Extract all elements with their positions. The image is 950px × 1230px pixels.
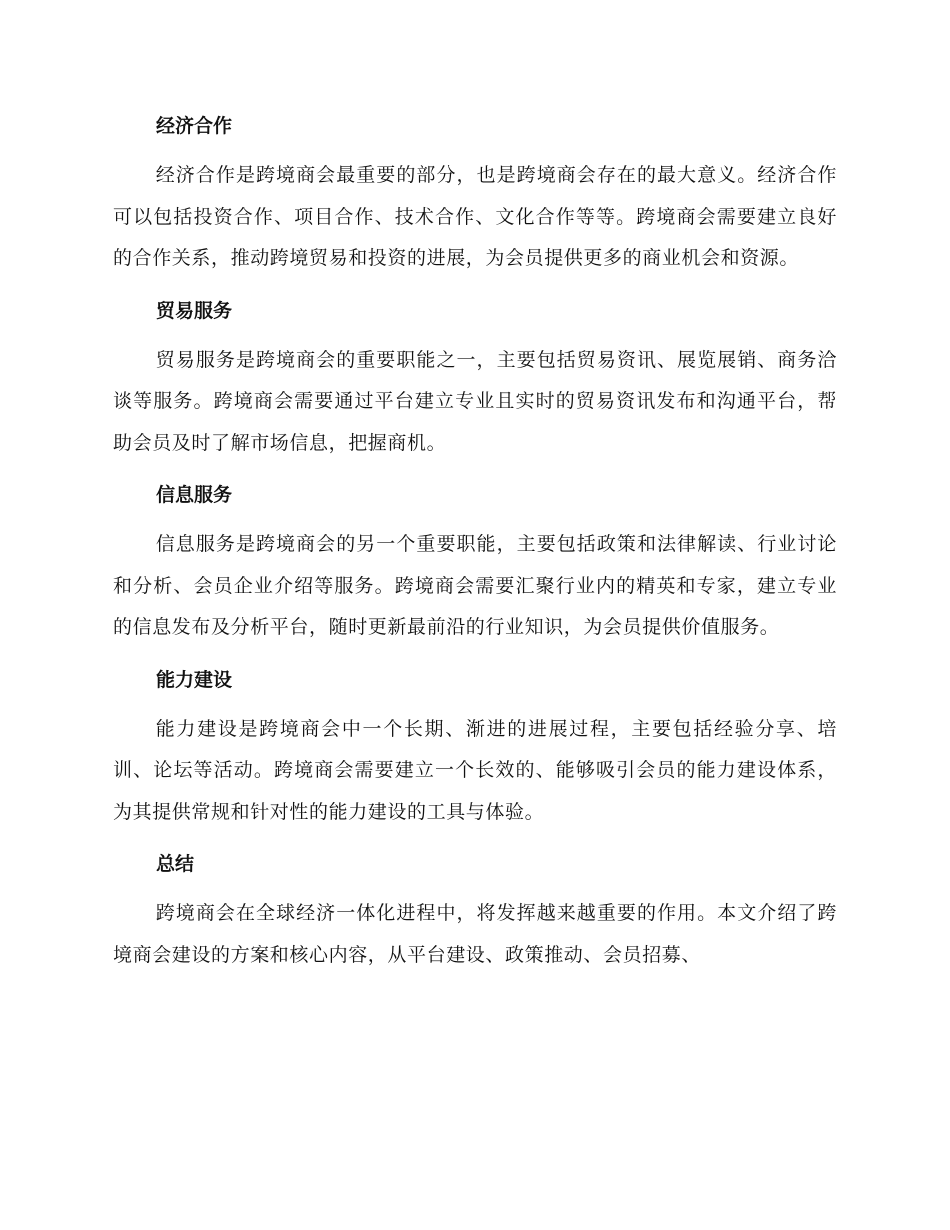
section-body-summary: 跨境商会在全球经济一体化进程中，将发挥越来越重要的作用。本文介绍了跨境商会建设的方案和核心内容，从平台建设、政策推动、会员招募、 [113,902,837,966]
section-body-economic-cooperation: 经济合作是跨境商会最重要的部分，也是跨境商会存在的最大意义。经济合作可以包括投资合作、项目合作、技术合作、文化合作等等。跨境商会需要建立良好的合作关系，推动跨境贸易和投资的进展，为会员提供更多的商业机会和资源。 [113,164,837,269]
section-heading-capacity-building: 能力建设 [156,668,233,691]
section-body-capacity-building: 能力建设是跨境商会中一个长期、渐进的进展过程，主要包括经验分享、培训、论坛等活动。跨境商会需要建立一个长效的、能够吸引会员的能力建设体系，为其提供常规和针对性的能力建设的工具与体验。 [113,717,837,823]
section-body-trade-services: 贸易服务是跨境商会的重要职能之一，主要包括贸易资讯、展览展销、商务洽谈等服务。跨境商会需要通过平台建立专业且实时的贸易资讯发布和沟通平台，帮助会员及时了解市场信息，把握商机。 [113,348,837,454]
section-heading-information-services: 信息服务 [156,484,233,506]
section-heading-summary: 总结 [156,853,195,875]
section-heading-trade-services: 贸易服务 [156,299,233,322]
section-body-information-services: 信息服务是跨境商会的另一个重要职能，主要包括政策和法律解读、行业讨论和分析、会员企业介绍等服务。跨境商会需要汇聚行业内的精英和专家，建立专业的信息发布及分析平台，随时更新最前沿的行业知识，为会员提供价值服务。 [113,533,837,638]
section-heading-economic-cooperation: 经济合作 [156,115,233,137]
